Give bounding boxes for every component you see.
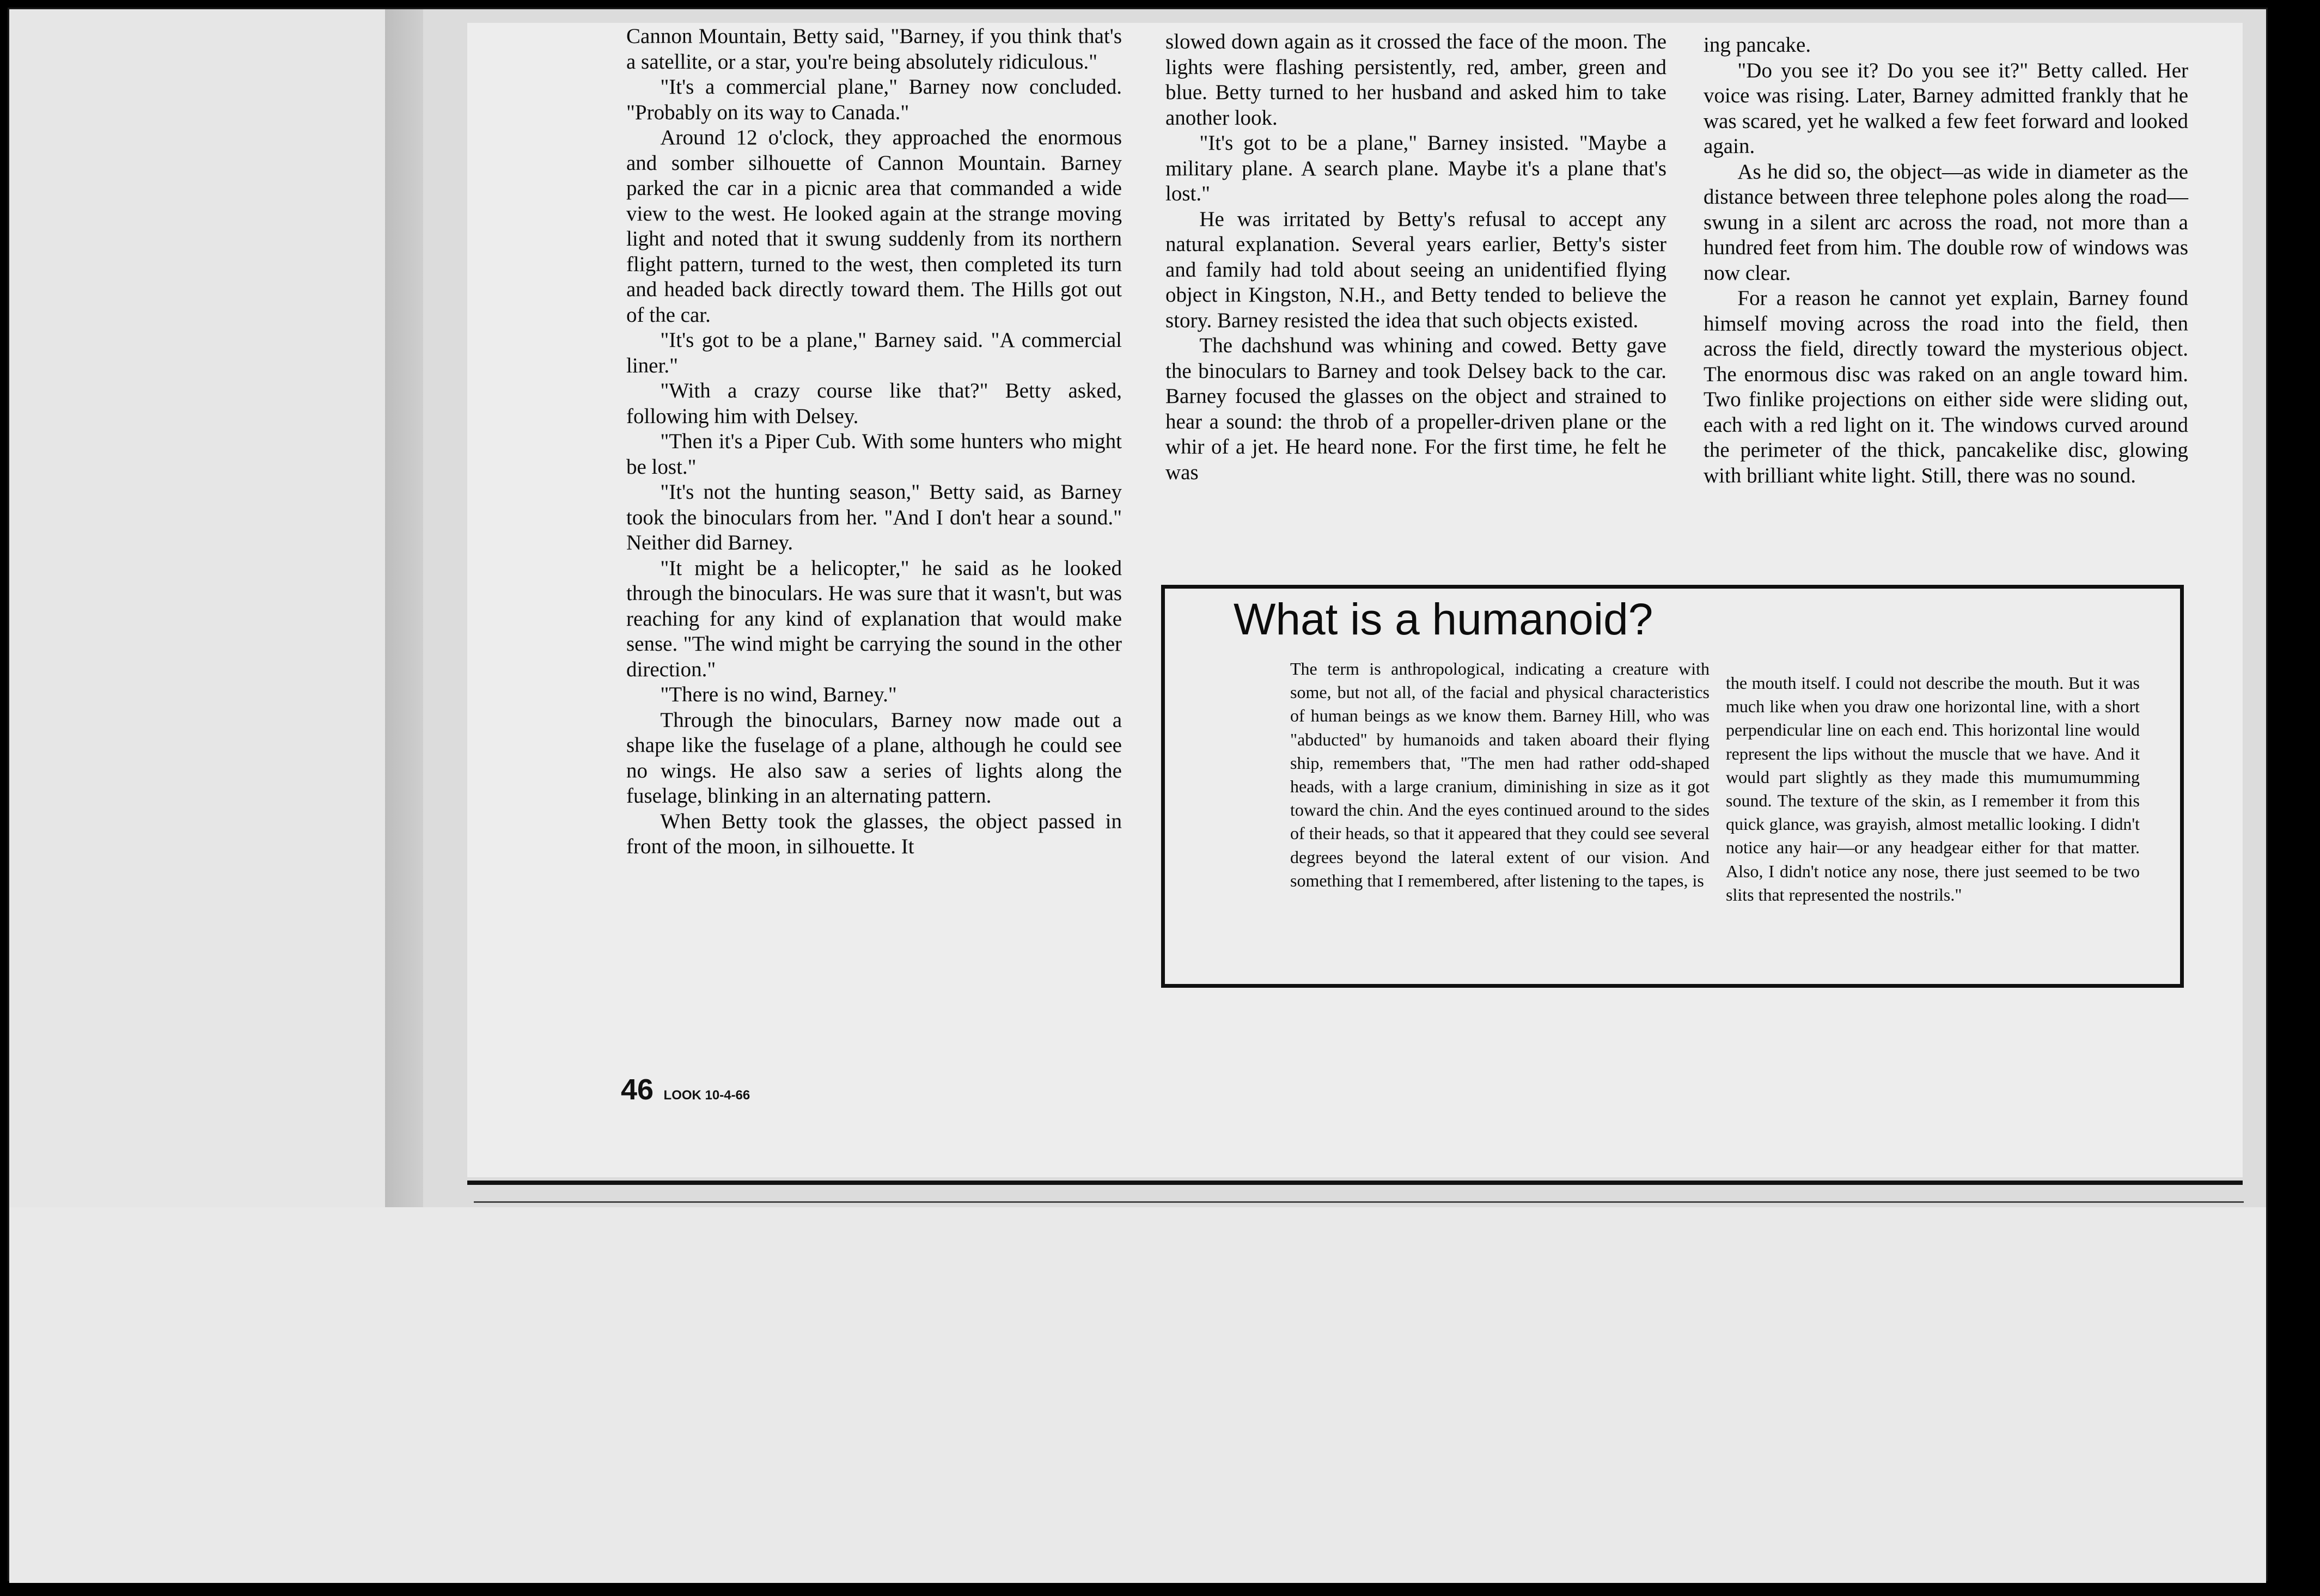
- sidebar-title: What is a humanoid?: [1234, 595, 1653, 644]
- sidebar-column-1: The term is anthropological, indicating a creature with some, but not all, of the facial and physical characteristics of human beings as we know them. Barney Hill, who was "abducted" by humanoids and taken aboard their flying ship, remembers that, "The men had rather odd-shaped heads, with a large cranium, diminishing in size as it got toward the chin. And the eyes continued around to the sides of their heads, so that it appeared that they could see several degrees beyond the lateral extent of our vision. And something that I remembered, after listening to the tapes, is: [1290, 659, 1710, 890]
- paragraph: He was irritated by Betty's refusal to accept any natural explanation. Several years earlier, Betty's sister and family had told about seeing an unidentified flying object in Kingston, N.H., and Betty tended to believe the story. Barney resisted the idea that such objects existed.: [1165, 207, 1666, 332]
- paragraph: "There is no wind, Barney.": [660, 683, 897, 706]
- sidebar-column-2: the mouth itself. I could not describe the mouth. But it was much like when you draw one horizontal line, with a short perpendicular line on each end. This horizontal line would represent the lips without the muscle that we have. And it would part slightly as they made this mumumumming sound. The texture of the skin, as I remember it from this quick glance, was grayish, almost metallic looking. I didn't notice any hair—or any headgear either for that matter. Also, I didn't notice any nose, there just seemed to be two slits that represented the nostrils.": [1726, 673, 2140, 904]
- film-lower-area: [9, 1207, 2266, 1583]
- paragraph: "Do you see it? Do you see it?" Betty called. Her voice was rising. Later, Barney admitted frankly that he was scared, yet he walked a few feet forward and looked again.: [1704, 58, 2188, 158]
- paragraph: ing pancake.: [1704, 33, 1811, 57]
- paragraph: "With a crazy course like that?" Betty asked, following him with Delsey.: [626, 379, 1122, 428]
- paragraph: Around 12 o'clock, they approached the enormous and somber silhouette of Cannon Mountain. Barney parked the car in a picnic area that commanded a wide view to the west. He looked again at the strange moving light and noted that it swung suddenly from its northern flight pattern, turned to the west, then completed its turn and headed back directly toward them. The Hills got out of the car.: [626, 126, 1122, 327]
- page-folio: [621, 1073, 750, 1106]
- humanoid-sidebar-box: [1161, 585, 2184, 988]
- article-column-2: [1165, 29, 1666, 485]
- paragraph: "It might be a helicopter," he said as he looked through the binoculars. He was sure that it wasn't, but was reaching for any kind of explanation that would make sense. "The wind might be carrying the sound in the other direction.": [626, 556, 1122, 681]
- paragraph: "It's a commercial plane," Barney now concluded. "Probably on its way to Canada.": [626, 75, 1122, 124]
- paragraph: "It's got to be a plane," Barney said. "A commercial liner.": [626, 328, 1122, 377]
- paragraph: "It's not the hunting season," Betty said, as Barney took the binoculars from her. "And I don't hear a sound." Neither did Barney.: [626, 480, 1122, 554]
- paragraph: "It's got to be a plane," Barney insisted. "Maybe a military plane. A search plane. Maybe it's a plane that's lost.": [1165, 131, 1666, 205]
- paragraph: As he did so, the object—as wide in diameter as the distance between three telephone poles along the road—swung in a silent arc across the road, not more than a hundred feet from him. The double row of windows was now clear.: [1704, 160, 2188, 285]
- magazine-date: LOOK 10-4-66: [663, 1088, 750, 1103]
- paragraph: The dachshund was whining and cowed. Betty gave the binoculars to Barney and took Delsey back to the car. Barney focused the glasses on the object and strained to hear a sound: the throb of a propeller-driven plane or the whir of a jet. He heard none. For the first time, he felt he was: [1165, 334, 1666, 484]
- paragraph: "Then it's a Piper Cub. With some hunters who might be lost.": [626, 430, 1122, 479]
- paragraph: When Betty took the glasses, the object passed in front of the moon, in silhouette. It: [626, 809, 1122, 858]
- article-column-3: [1704, 33, 2188, 488]
- page-bottom-edge: [467, 1181, 2243, 1185]
- paragraph: Through the binoculars, Barney now made out a shape like the fuselage of a plane, although he could see no wings. He also saw a series of lights along the fuselage, blinking in an alternating pattern.: [626, 708, 1122, 808]
- paragraph: slowed down again as it crossed the face of the moon. The lights were flashing persistently, red, amber, green and blue. Betty turned to her husband and asked him to take another look.: [1165, 30, 1666, 130]
- page-number: 46: [621, 1073, 654, 1106]
- paragraph: Cannon Mountain, Betty said, "Barney, if you think that's a satellite, or a star, you're being absolutely ridiculous.": [626, 25, 1122, 74]
- paragraph: For a reason he cannot yet explain, Barney found himself moving across the road into the field, then across the field, directly toward the mysterious object. The enormous disc was raked on an angle toward him. Two finlike projections on either side were sliding out, each with a red light on it. The windows curved around the perimeter of the thick, pancakelike disc, glowing with brilliant white light. Still, there was no sound.: [1704, 286, 2188, 487]
- article-column-1: [626, 24, 1122, 860]
- page-bottom-line: [474, 1201, 2244, 1203]
